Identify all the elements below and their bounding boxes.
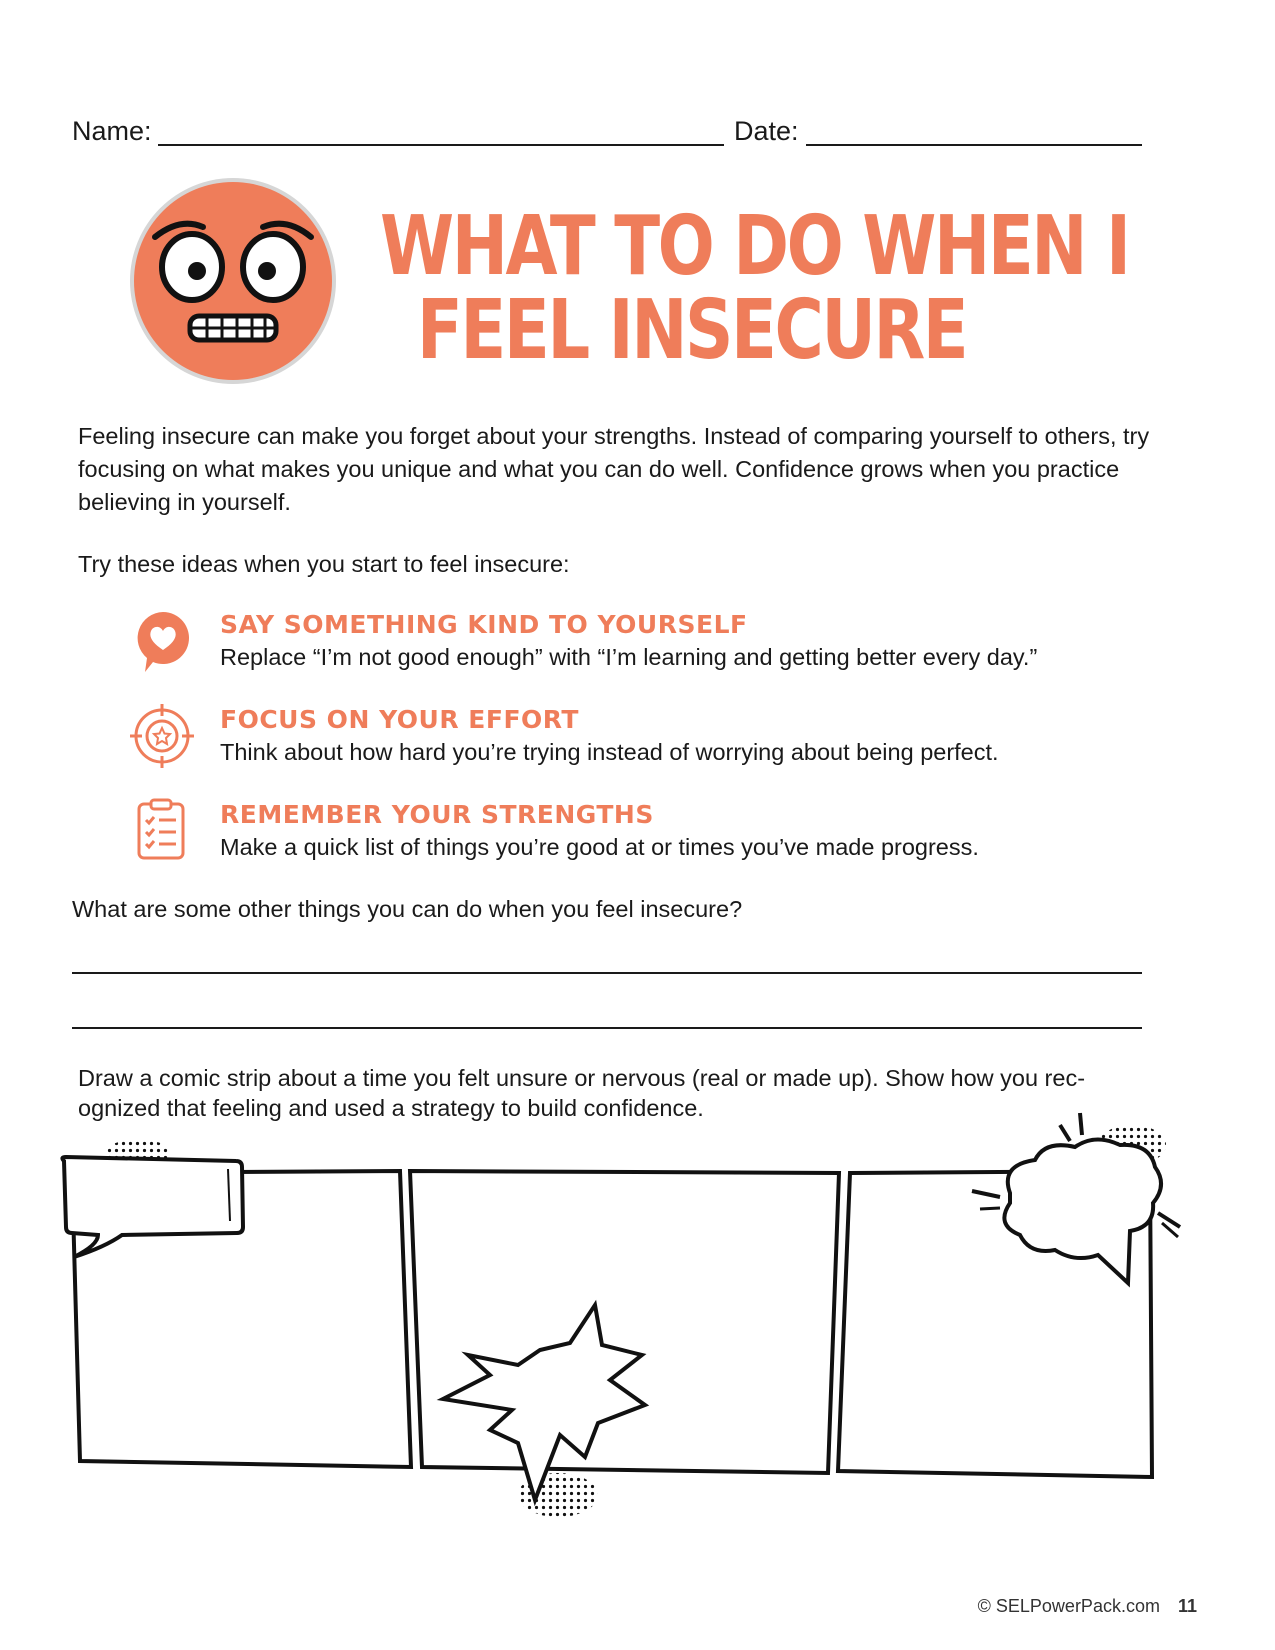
tip-body: Think about how hard you’re trying instead of worrying about being perfect.	[220, 739, 999, 765]
tip-body: Make a quick list of things you’re good at or times you’ve made progress.	[220, 834, 979, 860]
footer	[978, 1596, 1197, 1617]
name-label: Name:	[72, 116, 152, 146]
tip-heading: FOCUS ON YOUR EFFORT	[220, 705, 579, 734]
answer-line-2[interactable]	[72, 1027, 1142, 1029]
worried-face-icon	[125, 175, 341, 387]
tip-body: Replace “I’m not good enough” with “I’m learning and getting better every day.”	[220, 644, 1038, 670]
comic-panel-2[interactable]	[410, 1171, 839, 1473]
page-number: 11	[1177, 1596, 1197, 1616]
copyright-text: © SELPowerPack.com	[977, 1596, 1160, 1616]
tip-heading: SAY SOMETHING KIND TO YOURSELF	[220, 610, 748, 639]
clipboard-checklist-icon	[135, 798, 187, 862]
tip-heading: REMEMBER YOUR STRENGTHS	[220, 800, 654, 829]
tips-prompt: Try these ideas when you start to feel insecure:	[78, 551, 570, 577]
target-star-icon	[130, 704, 194, 768]
intro-paragraph: Feeling insecure can make you forget about your strengths. Instead of comparing yourself to others, try focusing on what makes you unique and what you can do well. Confidence grows when you practice believing in yourself.	[78, 423, 1150, 515]
date-field[interactable]	[806, 144, 1142, 146]
name-field[interactable]	[158, 144, 724, 146]
comic-prompt: Draw a comic strip about a time you felt unsure or nervous (real or made up). Show how you rec-ognized that feeling and used a strategy to build confidence.	[78, 1065, 1086, 1121]
date-label: Date:	[734, 116, 799, 146]
title-line-2: FEEL INSECURE	[416, 283, 967, 378]
comic-strip	[50, 1105, 1200, 1530]
answer-line-1[interactable]	[72, 972, 1142, 974]
heart-speech-bubble-icon	[135, 610, 191, 674]
title-line-1: WHAT TO DO WHEN I	[380, 199, 1129, 294]
question-text: What are some other things you can do when you feel insecure?	[72, 896, 743, 922]
page-title	[380, 199, 1129, 378]
